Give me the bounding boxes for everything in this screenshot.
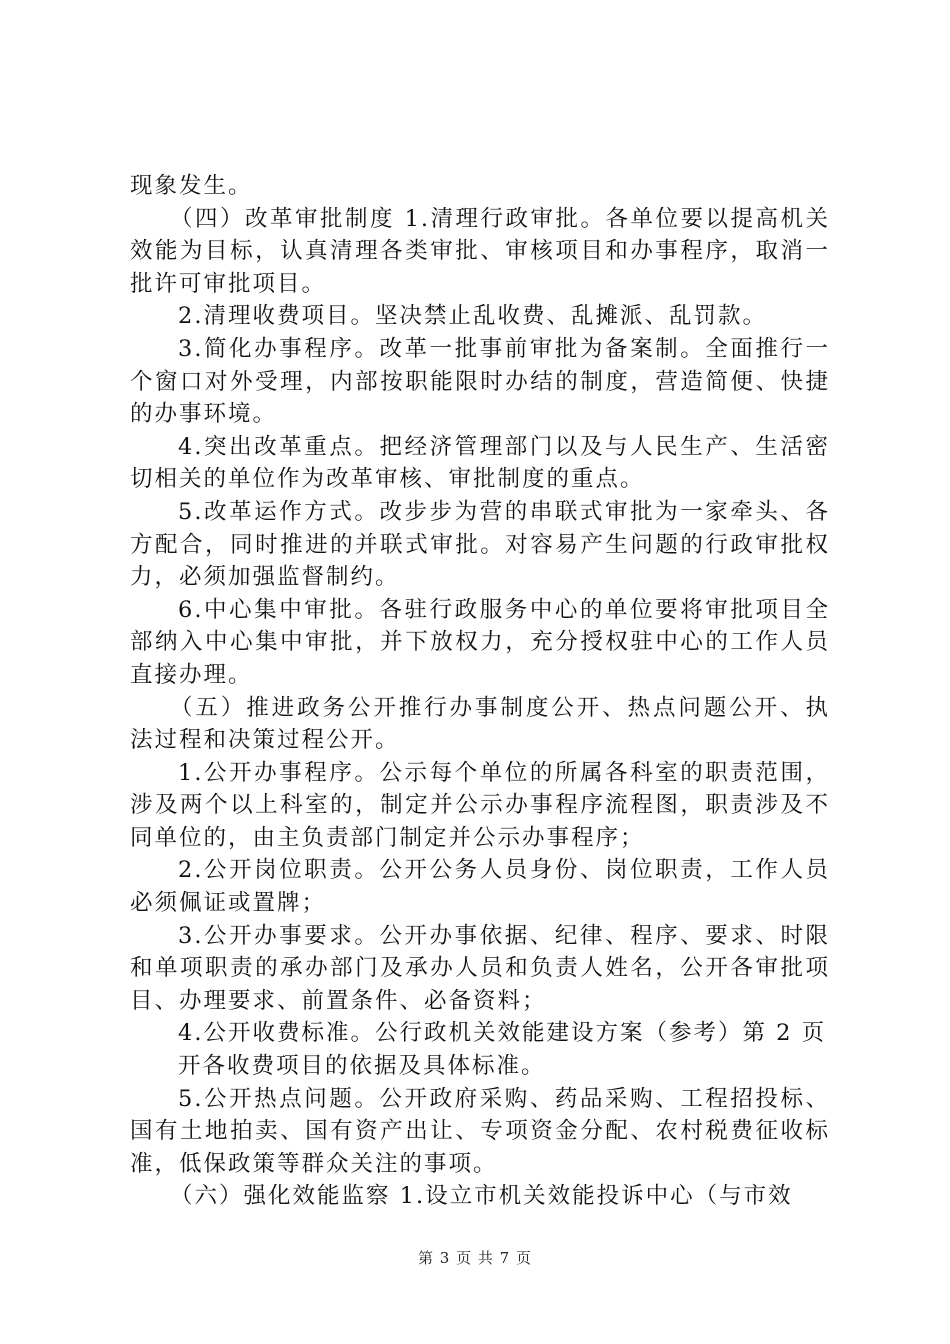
page-footer: 第 3 页 共 7 页 [418, 1249, 532, 1267]
paragraph: 1.公开办事程序。公示每个单位的所属各科室的职责范围，涉及两个以上科室的，制定并公示办事程序流程图，职责涉及不同单位的，由主负责部门制定并公示办事程序； [130, 759, 830, 851]
paragraph: 2.清理收费项目。坚决禁止乱收费、乱摊派、乱罚款。 [178, 303, 767, 330]
paragraph: （四）改革审批制度 1.清理行政审批。各单位要以提高机关效能为目标，认真清理各类审批、审核项目和办事程序，取消一批许可审批项目。 [130, 205, 830, 297]
paragraph: 3.简化办事程序。改革一批事前审批为备案制。全面推行一个窗口对外受理，内部按职能限时办结的制度，营造简便、快捷的办事环境。 [130, 335, 830, 428]
paragraph: 4.公开收费标准。公行政机关效能建设方案（参考）第 2 页 [178, 1020, 827, 1047]
paragraph: 开各收费项目的依据及具体标准。 [178, 1053, 546, 1080]
paragraph: 3.公开办事要求。公开办事依据、纪律、程序、要求、时限和单项职责的承办部门及承办人员和负责人姓名，公开各审批项目、办理要求、前置条件、必备资料； [130, 922, 830, 1014]
paragraph: 5.公开热点问题。公开政府采购、药品采购、工程招投标、国有土地拍卖、国有资产出让、专项资金分配、农村税费征收标准，低保政策等群众关注的事项。 [130, 1085, 830, 1177]
paragraph: 6.中心集中审批。各驻行政服务中心的单位要将审批项目全部纳入中心集中审批，并下放权力，充分授权驻中心的工作人员直接办理。 [130, 596, 830, 688]
document-body [130, 170, 830, 1213]
paragraph: 4.突出改革重点。把经济管理部门以及与人民生产、生活密切相关的单位作为改革审核、审批制度的重点。 [130, 433, 830, 493]
paragraph: （五）推进政务公开推行办事制度公开、热点问题公开、执法过程和决策过程公开。 [130, 694, 830, 754]
paragraph: （六）强化效能监察 1.设立市机关效能投诉中心（与市效 [170, 1183, 793, 1210]
paragraph: 5.改革运作方式。改步步为营的串联式审批为一家牵头、各方配合，同时推进的并联式审批。对容易产生问题的行政审批权力，必须加强监督制约。 [130, 498, 830, 591]
paragraph: 现象发生。 [130, 173, 253, 199]
paragraph: 2.公开岗位职责。公开公务人员身份、岗位职责，工作人员必须佩证或置牌； [130, 857, 830, 917]
